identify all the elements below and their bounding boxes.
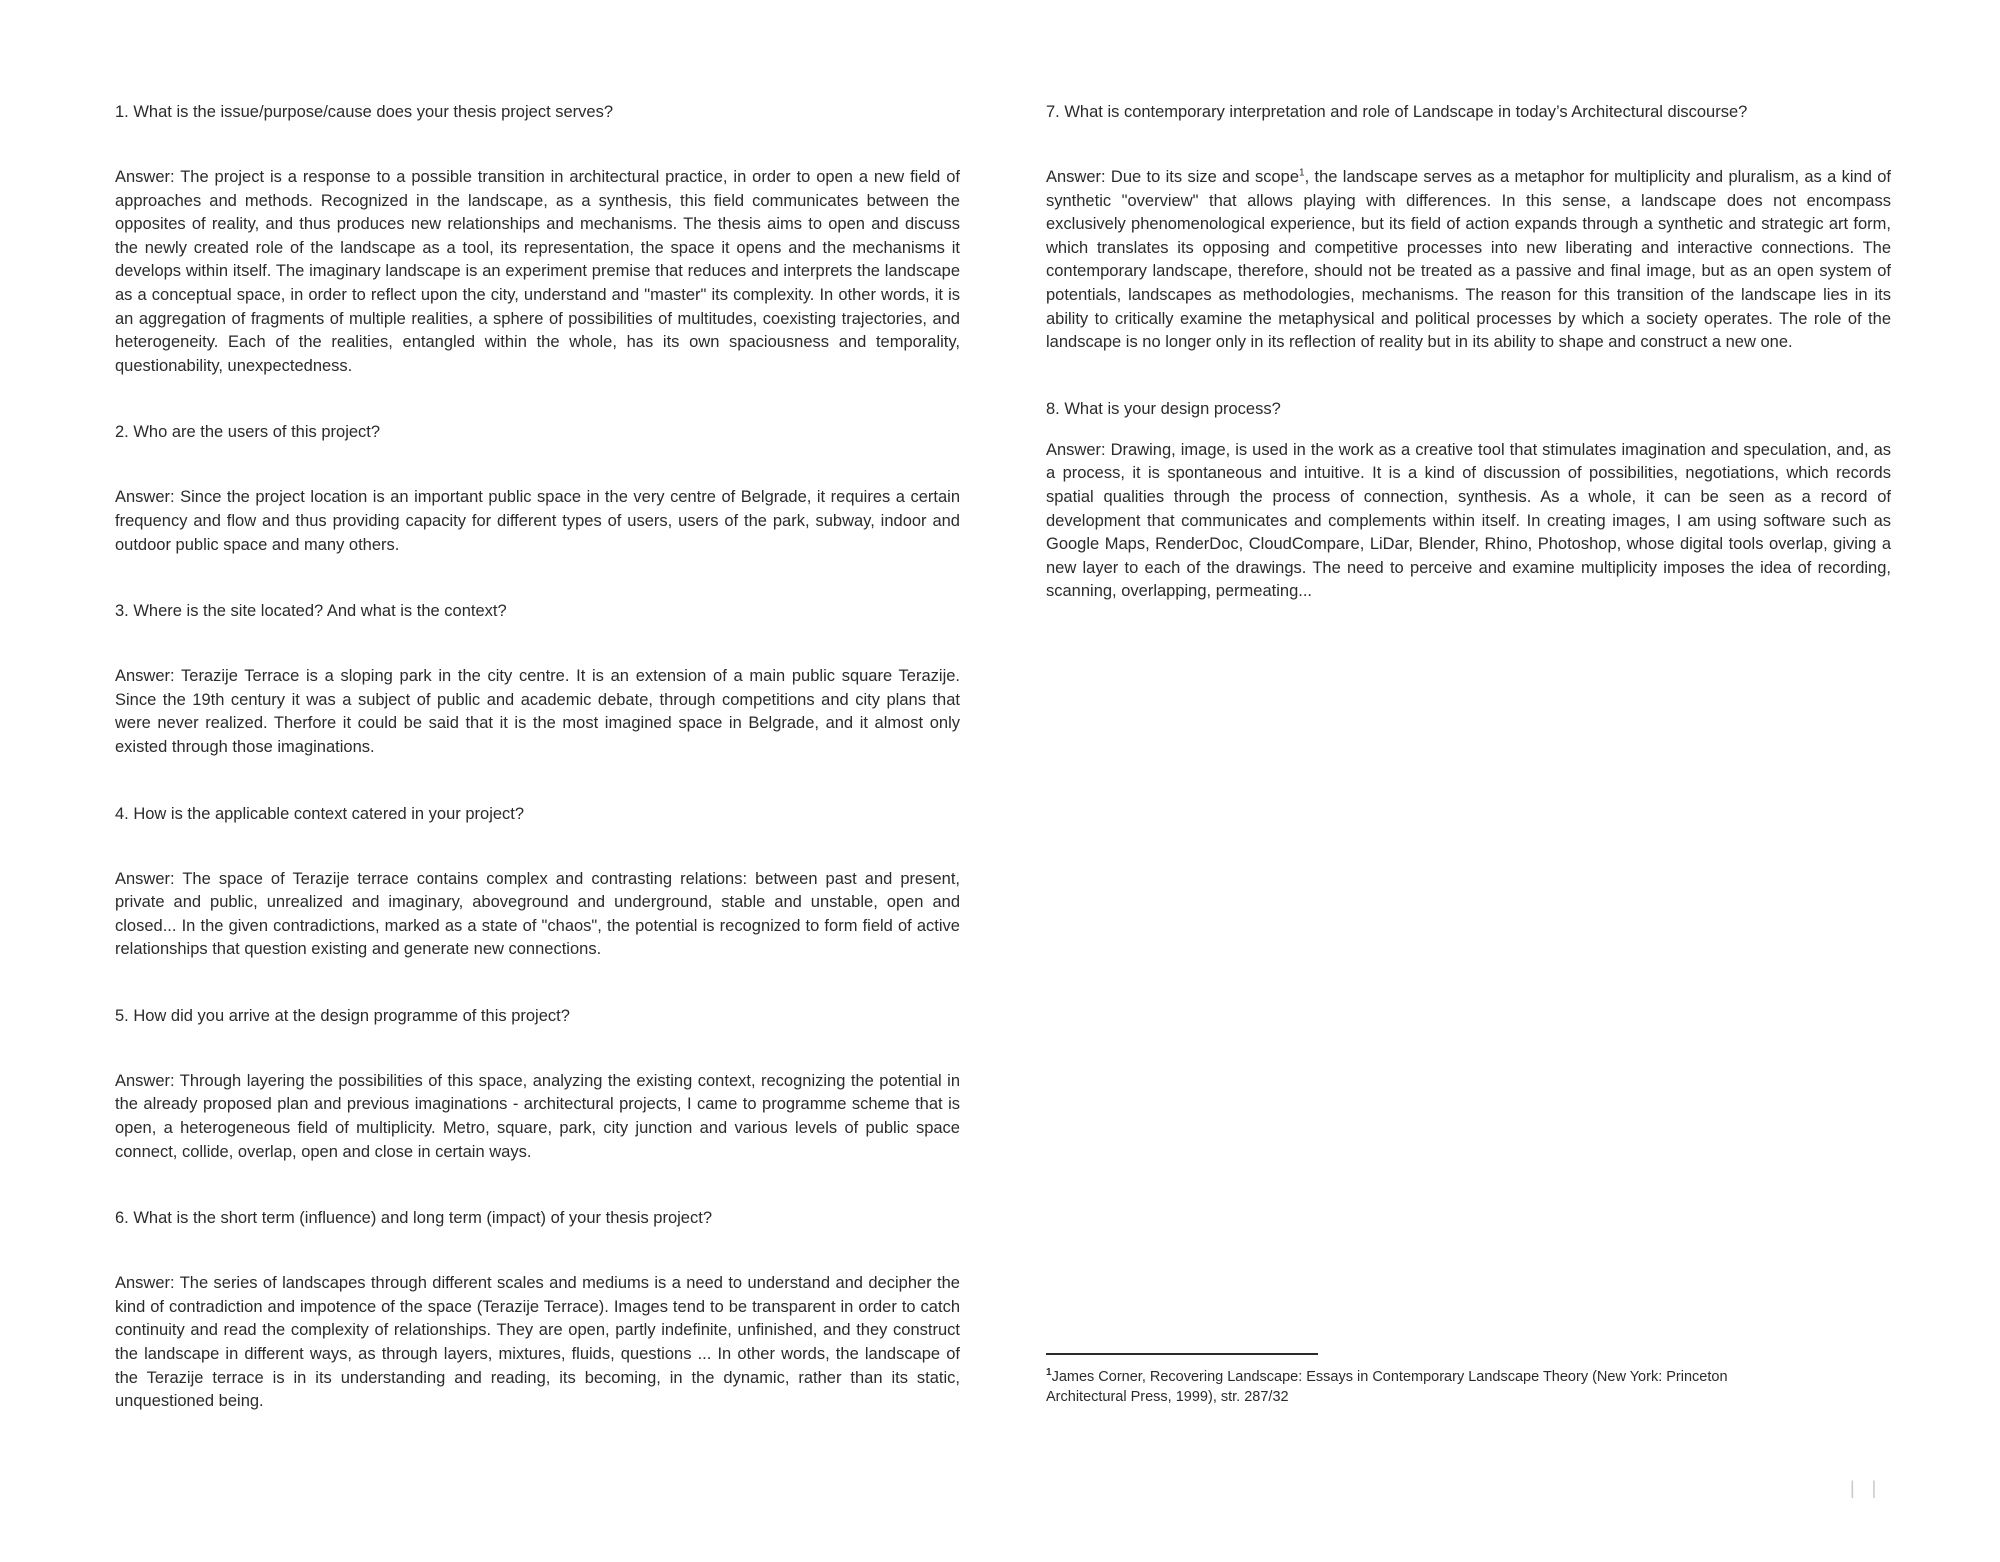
left-column	[115, 100, 960, 1414]
footnote-number: 1	[1046, 1367, 1052, 1379]
answer-2: Answer: Since the project location is an important public space in the very centre of Belgrade, it requires a certain frequency and flow and thus providing capacity for different types of users, users of the park, subway, indoor and outdoor public space and many others.	[115, 488, 960, 554]
question-6: 6. What is the short term (influence) and long term (impact) of your thesis project?	[115, 1209, 712, 1228]
qa-block-2	[115, 420, 960, 557]
qa-block-8	[1046, 397, 1891, 604]
answer-6: Answer: The series of landscapes through different scales and mediums is a need to understand and decipher the kind of contradiction and impotence of the space (Terazije Terrace). Images tend to be transparent in order to catch continuity and read the complexity of relationships. They are open, partly indefinite, unfinished, and they construct the landscape in different ways, as through layers, mixtures, fluids, questions ... In other words, the landscape of the Terazije terrace is in its understanding and reading, its becoming, in the dynamic, rather than its static, unquestioned being.	[115, 1274, 960, 1411]
question-8: 8. What is your design process?	[1046, 399, 1281, 418]
answer-1: Answer: The project is a response to a possible transition in architectural practice, in order to open a new field of approaches and methods. Recognized in the landscape, as a synthesis, this field communicates between the opposites of reality, and thus produces new relationships and mechanisms. The thesis aims to open and discuss the newly created role of the landscape as a tool, its representation, the space it opens and the mechanisms it develops within itself. The imaginary landscape is an experiment premise that reduces and interprets the landscape as a conceptual space, in order to reflect upon the city, understand and "master" its complexity. In other words, it is an aggregation of fragments of multiple realities, a sphere of possibilities of multitudes, coexisting trajectories, and heterogeneity. Each of the realities, entangled within the whole, has its own spaciousness and temporality, questionability, unexpectedness.	[115, 168, 960, 375]
qa-block-1	[115, 100, 960, 378]
answer-3: Answer: Terazije Terrace is a sloping park in the city centre. It is an extension of a main public square Terazije. Since the 19th century it was a subject of public and academic debate, through competitions and city plans that were never realized. Therfore it could be said that it is the most imagined space in Belgrade, and it almost only existed through those imaginations.	[115, 667, 960, 756]
footnote-separator	[1046, 1353, 1318, 1355]
answer-7	[1046, 166, 1891, 355]
answer-5: Answer: Through layering the possibilities of this space, analyzing the existing context, recognizing the potential in the already proposed plan and previous imaginations - architectural projects, I came to programme scheme that is open, a heterogeneous field of multiplicity. Metro, square, park, city junction and various levels of public space connect, collide, overlap, open and close in certain ways.	[115, 1071, 960, 1161]
question-5: 5. How did you arrive at the design programme of this project?	[115, 1006, 570, 1025]
qa-block-5	[115, 1004, 960, 1164]
footnote-1	[1046, 1367, 1786, 1407]
question-1: 1. What is the issue/purpose/cause does your thesis project serves?	[115, 103, 614, 121]
qa-block-3	[115, 599, 960, 759]
answer-4: Answer: The space of Terazije terrace contains complex and contrasting relations: between past and present, private and public, unrealized and imaginary, aboveground and underground, stable and unstable, open and closed... In the given contradictions, marked as a state of "chaos", the potential is recognized to form field of active relationships that question existing and generate new connections.	[115, 869, 960, 959]
footnote-text: James Corner, Recovering Landscape: Essays in Contemporary Landscape Theory (New York: Princeton Architectural Press, 1999), str. 287/32	[1046, 1369, 1728, 1405]
question-3: 3. Where is the site located? And what is the context?	[115, 602, 507, 621]
answer-8: Answer: Drawing, image, is used in the work as a creative tool that stimulates imagination and speculation, and, as a process, it is spontaneous and intuitive. It is a kind of discussion of possibilities, negotiations, which records spatial qualities through the process of connection, synthesis. As a whole, it can be seen as a record of development that communicates and complements within itself. In creating images, I am using software such as Google Maps, RenderDoc, CloudCompare, LiDar, Blender, Rhino, Photoshop, whose digital tools overlap, giving a new layer to each of the drawings. The need to perceive and examine multiplicity imposes the idea of recording, scanning, overlapping, permeating...	[1046, 440, 1891, 601]
answer-7-start: Answer: Due to its size and scope	[1046, 168, 1300, 186]
right-column	[1046, 100, 1891, 646]
qa-block-7	[1046, 100, 1891, 355]
question-2: 2. Who are the users of this project?	[115, 423, 381, 442]
footnote-section	[1046, 1353, 1786, 1407]
qa-block-4	[115, 802, 960, 962]
page-number-marker: | |	[1850, 1478, 1883, 1498]
answer-7-rest: , the landscape serves as a metaphor for multiplicity and pluralism, as a kind of synthetic "overview" that allows playing with differences. In this sense, a landscape does not encompass exclusively phenomenological experience, but its field of action expands through a synthetic and strategic art form, which translates its opposing and competitive processes into new liberating and interactive connections. The contemporary landscape, therefore, should not be treated as a passive and final image, but as an open system of potentials, landscapes as methodologies, mechanisms. The reason for this transition of the landscape lies in its ability to critically examine the metaphysical and political processes by which a society operates. The role of the landscape is no longer only in its reflection of reality but in its ability to shape and construct a new one.	[1046, 168, 1891, 352]
qa-block-6	[115, 1206, 960, 1414]
footnote-reference[interactable]: 1	[1299, 167, 1305, 179]
question-7: 7. What is contemporary interpretation and role of Landscape in today’s Architectural discourse?	[1046, 103, 1748, 121]
question-4: 4. How is the applicable context catered in your project?	[115, 804, 525, 823]
